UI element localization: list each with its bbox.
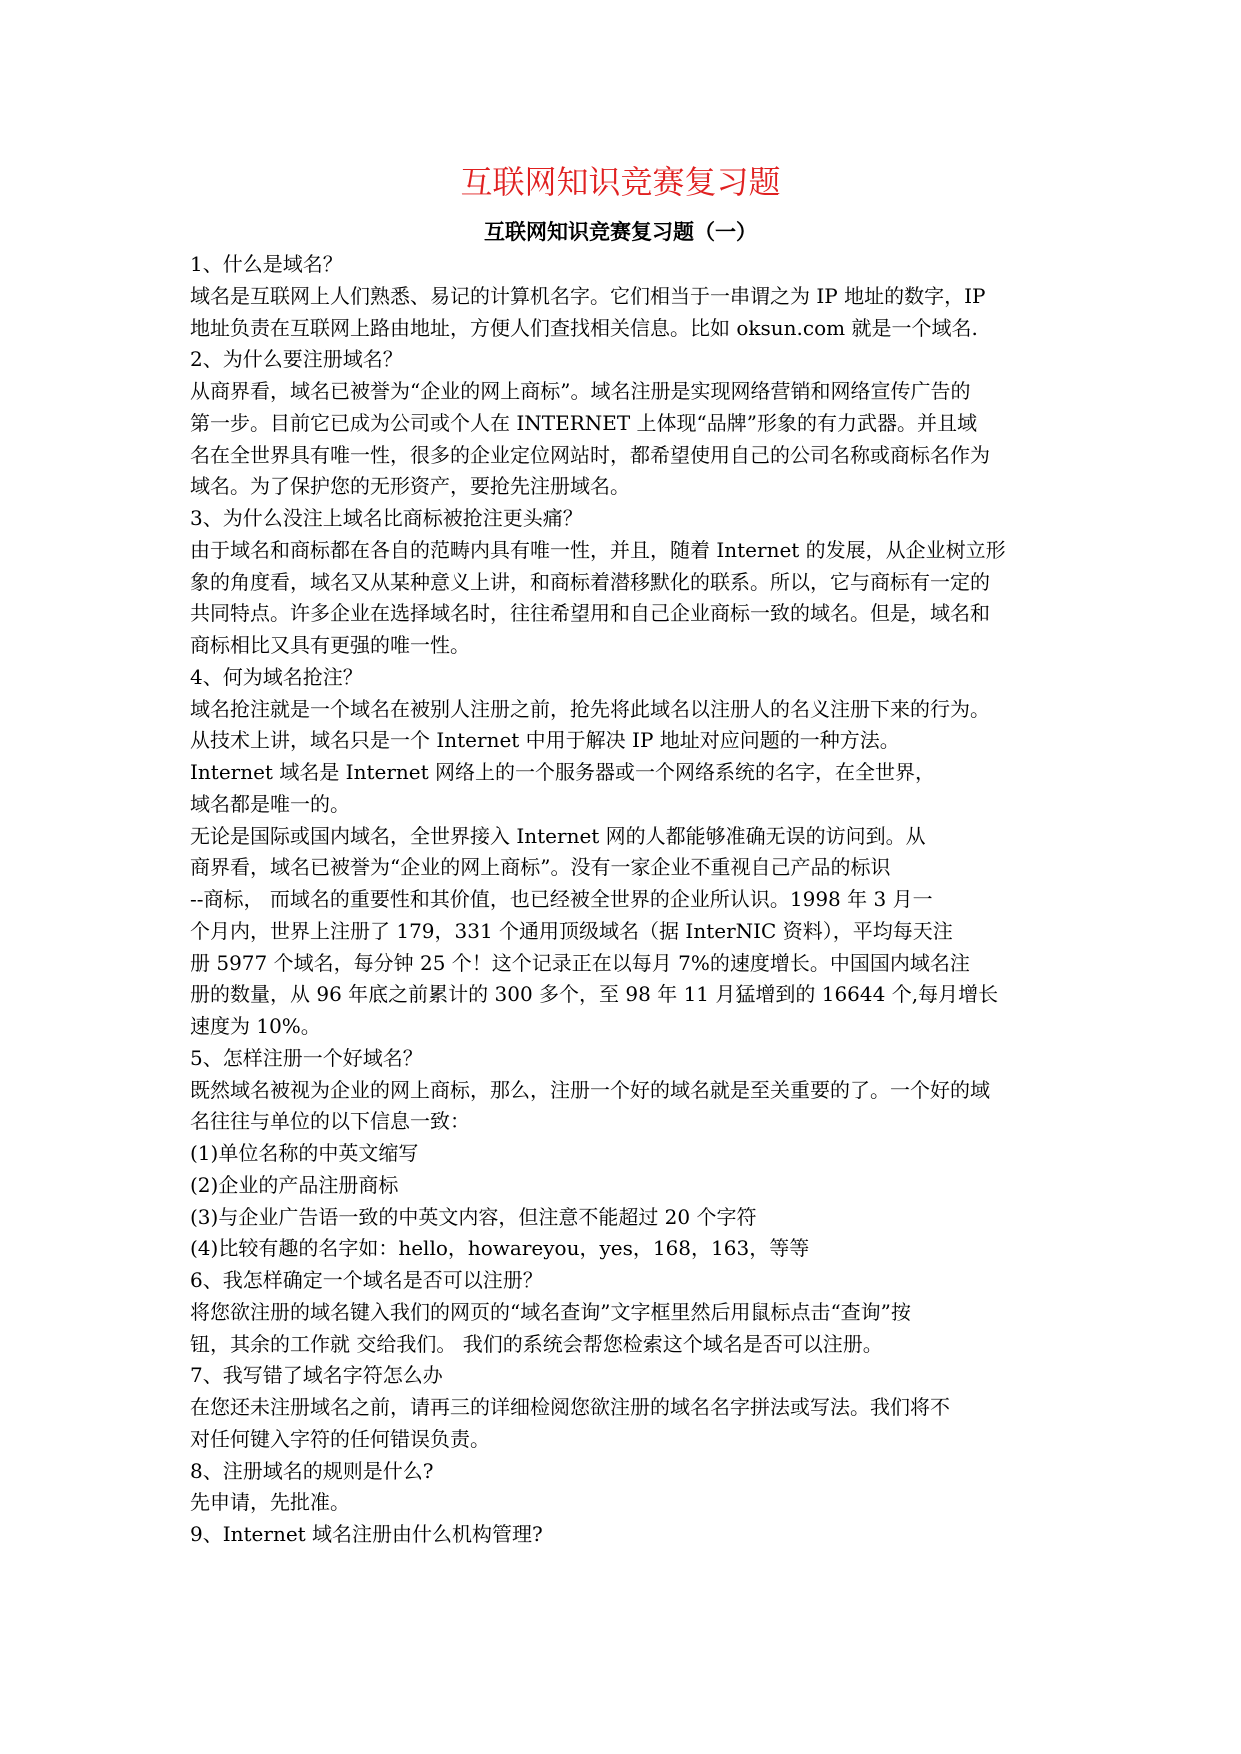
document-subtitle: 互联网知识竞赛复习题（一） bbox=[484, 220, 757, 244]
body-line: 域名。为了保护您的无形资产，要抢先注册域名。 bbox=[190, 474, 630, 498]
body-line: 钮，其余的工作就 交给我们。 我们的系统会帮您检索这个域名是否可以注册。 bbox=[190, 1332, 883, 1356]
body-line: --商标， 而域名的重要性和其价值，也已经被全世界的企业所认识。1998 年 3 月一 bbox=[190, 887, 933, 911]
body-line: 6、我怎样确定一个域名是否可以注册？ bbox=[190, 1268, 543, 1292]
body-line: 将您欲注册的域名键入我们的网页的“域名查询”文字框里然后用鼠标点击“查询”按 bbox=[190, 1300, 911, 1324]
body-line: (4)比较有趣的名字如：hello，howareyou，yes，168，163，等等 bbox=[190, 1236, 810, 1260]
body-line: 共同特点。许多企业在选择域名时，往往希望用和自己企业商标一致的域名。但是，域名和 bbox=[190, 601, 990, 625]
body-line: 2、为什么要注册域名？ bbox=[190, 347, 403, 371]
body-line: 在您还未注册域名之前，请再三的详细检阅您欲注册的域名名字拼法或写法。我们将不 bbox=[190, 1395, 950, 1419]
body-line: 由于域名和商标都在各自的范畴内具有唯一性，并且，随着 Internet 的发展，从企业树立形 bbox=[190, 538, 1006, 562]
body-line: 从技术上讲，域名只是一个 Internet 中用于解决 IP 地址对应问题的一种方法。 bbox=[190, 728, 900, 752]
body-line: (2)企业的产品注册商标 bbox=[190, 1173, 399, 1197]
document-title: 互联网知识竞赛复习题 bbox=[460, 163, 781, 201]
body-line: 8、注册域名的规则是什么? bbox=[190, 1459, 434, 1483]
body-line: 从商界看，域名已被誉为“企业的网上商标”。域名注册是实现网络营销和网络宣传广告的 bbox=[190, 379, 971, 403]
body-line: (1)单位名称的中英文缩写 bbox=[190, 1141, 419, 1165]
body-line: 5、怎样注册一个好域名？ bbox=[190, 1046, 423, 1070]
body-line: 地址负责在互联网上路由地址，方便人们查找相关信息。比如 oksun.com 就是一个域名. bbox=[190, 316, 978, 340]
body-line: 域名抢注就是一个域名在被别人注册之前，抢先将此域名以注册人的名义注册下来的行为。 bbox=[190, 697, 990, 721]
body-line: 第一步。目前它已成为公司或个人在 INTERNET 上体现“品牌”形象的有力武器。并且域 bbox=[190, 411, 978, 435]
body-line: 既然域名被视为企业的网上商标，那么，注册一个好的域名就是至关重要的了。一个好的域 bbox=[190, 1078, 990, 1102]
body-line: 对任何键入字符的任何错误负责。 bbox=[190, 1427, 490, 1451]
body-line: 册 5977 个域名，每分钟 25 个！这个记录正在以每月 7%的速度增长。中国国内域名注 bbox=[190, 951, 970, 975]
body-line: 1、什么是域名？ bbox=[190, 252, 343, 276]
body-line: 3、为什么没注上域名比商标被抢注更头痛？ bbox=[190, 506, 583, 530]
body-line: 4、何为域名抢注？ bbox=[190, 665, 363, 689]
body-line: 象的角度看，域名又从某种意义上讲，和商标着潜移默化的联系。所以，它与商标有一定的 bbox=[190, 570, 990, 594]
body-line: 商界看，域名已被誉为“企业的网上商标”。没有一家企业不重视自己产品的标识 bbox=[190, 855, 891, 879]
body-line: 个月内，世界上注册了 179，331 个通用顶级域名（据 InterNIC 资料），平均每天注 bbox=[190, 919, 953, 943]
body-line: 7、我写错了域名字符怎么办 bbox=[190, 1363, 443, 1387]
body-line: (3)与企业广告语一致的中英文内容，但注意不能超过 20 个字符 bbox=[190, 1205, 757, 1229]
body-line: 名往往与单位的以下信息一致： bbox=[190, 1109, 470, 1133]
body-line: 域名都是唯一的。 bbox=[190, 792, 350, 816]
body-line: 先申请，先批准。 bbox=[190, 1490, 350, 1514]
body-line: 商标相比又具有更强的唯一性。 bbox=[190, 633, 470, 657]
body-line: 册的数量，从 96 年底之前累计的 300 多个，至 98 年 11 月猛增到的 16644 个,每月增长 bbox=[190, 982, 999, 1006]
body-line: 9、Internet 域名注册由什么机构管理? bbox=[190, 1522, 543, 1546]
body-line: 速度为 10%。 bbox=[190, 1014, 321, 1038]
body-line: 无论是国际或国内域名，全世界接入 Internet 网的人都能够准确无误的访问到。从 bbox=[190, 824, 926, 848]
body-line: Internet 域名是 Internet 网络上的一个服务器或一个网络系统的名字，在全世界， bbox=[190, 760, 936, 784]
body-line: 名在全世界具有唯一性，很多的企业定位网站时，都希望使用自己的公司名称或商标名作为 bbox=[190, 443, 990, 467]
body-line: 域名是互联网上人们熟悉、易记的计算机名字。它们相当于一串谓之为 IP 地址的数字，IP bbox=[190, 284, 986, 308]
